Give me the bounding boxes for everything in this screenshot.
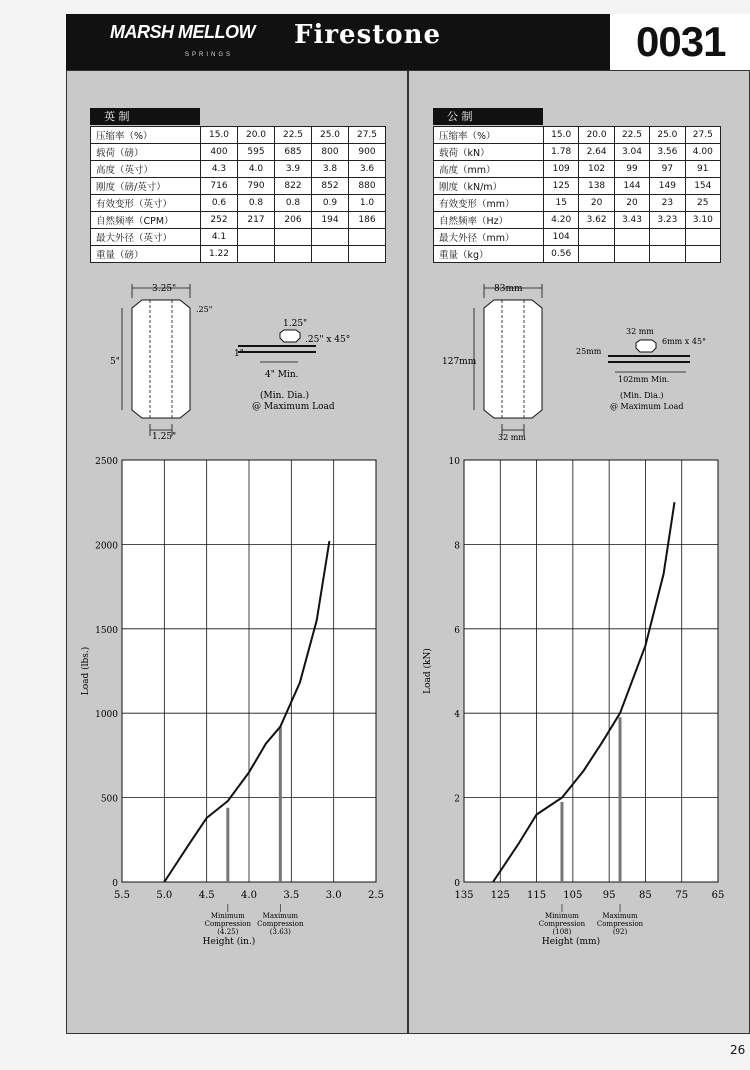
table-cell: 91: [685, 161, 720, 178]
x-tick-label: 65: [711, 890, 725, 901]
table-cell: 109: [544, 161, 579, 178]
table-row: [434, 144, 721, 161]
table-cell: 3.56: [650, 144, 685, 161]
metric-dimension-diagram: [440, 278, 730, 448]
table-cell: 102: [579, 161, 614, 178]
x-tick-label: 5.5: [114, 890, 130, 901]
y-tick-label: 10: [448, 457, 460, 467]
metric-cap-dim: 32 mm: [626, 327, 654, 336]
table-cell: 20.0: [579, 127, 614, 144]
table-cell: 3.23: [650, 212, 685, 229]
x-tick-label: 4.0: [241, 890, 257, 901]
table-cell: 25.0: [650, 127, 685, 144]
row-label: 有效变形（英寸）: [91, 195, 201, 212]
y-axis-label: Load (kN): [423, 648, 433, 694]
metric-spec-table: [433, 126, 721, 263]
row-label: 最大外径（mm）: [434, 229, 544, 246]
table-cell: 186: [349, 212, 386, 229]
metric-load-chart: [408, 450, 750, 960]
marker-value: (108): [552, 928, 572, 936]
y-tick-label: 6: [454, 625, 460, 636]
table-cell: 25: [685, 195, 720, 212]
marker-label: Compression: [257, 920, 304, 928]
row-label: 压缩率（%）: [434, 127, 544, 144]
table-cell: 194: [312, 212, 349, 229]
x-tick-label: 115: [527, 890, 547, 901]
y-tick-label: 2000: [95, 541, 118, 552]
table-row: [434, 127, 721, 144]
table-cell: [349, 246, 386, 263]
table-row: [434, 195, 721, 212]
table-row: [91, 178, 386, 195]
table-cell: 22.5: [614, 127, 649, 144]
x-tick-label: 135: [454, 890, 474, 901]
marker-label: Compression: [538, 920, 586, 928]
table-row: [91, 212, 386, 229]
metric-cap-height: 25mm: [576, 347, 602, 356]
table-cell: 125: [544, 178, 579, 195]
table-cell: [275, 229, 312, 246]
x-tick-label: 2.5: [368, 890, 384, 901]
table-cell: 138: [579, 178, 614, 195]
table-cell: 0.8: [238, 195, 275, 212]
table-cell: 3.6: [349, 161, 386, 178]
imperial-spec-table: [90, 126, 386, 263]
table-cell: 20: [614, 195, 649, 212]
table-cell: [349, 229, 386, 246]
table-cell: 3.62: [579, 212, 614, 229]
table-cell: [650, 246, 685, 263]
table-cell: [312, 229, 349, 246]
x-tick-label: 105: [563, 890, 583, 901]
row-label: 刚度（磅/英寸）: [91, 178, 201, 195]
row-label: 自然频率（Hz）: [434, 212, 544, 229]
page-number: 26: [730, 1043, 746, 1057]
imperial-dimension-diagram: [100, 278, 360, 448]
imperial-tab: 英 制: [90, 108, 200, 125]
x-tick-label: 5.0: [156, 890, 173, 901]
table-cell: [579, 229, 614, 246]
table-cell: 252: [201, 212, 238, 229]
table-cell: 97: [650, 161, 685, 178]
table-cell: 104: [544, 229, 579, 246]
row-label: 自然频率（CPM）: [91, 212, 201, 229]
y-tick-label: 8: [454, 541, 460, 552]
marker-label: Compression: [596, 920, 644, 928]
x-tick-label: 3.5: [283, 890, 300, 901]
marsh-mellow-logo-sub: SPRINGS: [185, 52, 234, 58]
table-row: [434, 229, 721, 246]
marker-value: (4.25): [217, 928, 239, 936]
table-cell: 1.0: [349, 195, 386, 212]
table-cell: 20: [579, 195, 614, 212]
metric-plate-dim: 102mm Min.: [618, 375, 670, 384]
imperial-plate-dim: 4" Min.: [265, 370, 299, 380]
row-label: 重量（磅）: [91, 246, 201, 263]
firestone-logo: Firestone: [294, 20, 442, 50]
imperial-side-chamfer: .25": [196, 305, 213, 314]
metric-chamfer-note: 6mm x 45°: [662, 337, 707, 346]
product-code: 0031: [636, 18, 726, 65]
y-tick-label: 4: [454, 710, 460, 721]
y-tick-label: 1500: [95, 625, 118, 636]
table-cell: 22.5: [275, 127, 312, 144]
row-label: 最大外径（英寸）: [91, 229, 201, 246]
table-cell: 154: [685, 178, 720, 195]
table-cell: [275, 246, 312, 263]
table-cell: 900: [349, 144, 386, 161]
table-cell: 3.04: [614, 144, 649, 161]
table-cell: 27.5: [685, 127, 720, 144]
x-tick-label: 3.0: [325, 890, 342, 901]
row-label: 刚度（kN/m）: [434, 178, 544, 195]
table-row: [434, 161, 721, 178]
table-cell: 0.56: [544, 246, 579, 263]
row-label: 高度（mm）: [434, 161, 544, 178]
table-cell: 0.9: [312, 195, 349, 212]
marker-label: Minimum: [210, 912, 245, 920]
imperial-chamfer-note: .25" x 45°: [305, 335, 351, 345]
metric-tab: 公 制: [433, 108, 543, 125]
table-cell: 25.0: [312, 127, 349, 144]
y-tick-label: 1000: [95, 710, 118, 721]
imperial-height-dim: 5": [110, 357, 120, 367]
table-cell: 206: [275, 212, 312, 229]
table-cell: 4.0: [238, 161, 275, 178]
table-row: [91, 195, 386, 212]
metric-note2: @ Maximum Load: [610, 402, 684, 411]
spring-outline: [132, 300, 190, 418]
y-tick-label: 2: [454, 794, 460, 805]
x-tick-label: 95: [602, 890, 616, 901]
imperial-bottom-dim: 1.25": [152, 432, 177, 442]
row-label: 高度（英寸）: [91, 161, 201, 178]
table-cell: [614, 246, 649, 263]
imperial-top-dim: 3.25": [152, 284, 177, 294]
table-row: [91, 127, 386, 144]
table-cell: 685: [275, 144, 312, 161]
table-cell: 3.43: [614, 212, 649, 229]
table-cell: [579, 246, 614, 263]
row-label: 有效变形（mm）: [434, 195, 544, 212]
metric-height-dim: 127mm: [442, 357, 477, 367]
x-tick-label: 4.5: [198, 890, 215, 901]
row-label: 压缩率（%）: [91, 127, 201, 144]
table-row: [91, 161, 386, 178]
row-label: 载荷（磅）: [91, 144, 201, 161]
table-cell: 4.3: [201, 161, 238, 178]
y-tick-label: 2500: [95, 457, 118, 467]
table-row: [434, 246, 721, 263]
table-cell: [238, 229, 275, 246]
y-tick-label: 0: [454, 879, 460, 889]
table-cell: 4.1: [201, 229, 238, 246]
y-axis-label: Load (lbs.): [81, 646, 91, 696]
table-cell: 2.64: [579, 144, 614, 161]
marker-label: Maximum: [602, 912, 638, 920]
marker-value: (92): [612, 928, 628, 936]
table-cell: 20.0: [238, 127, 275, 144]
table-row: [434, 178, 721, 195]
table-cell: 800: [312, 144, 349, 161]
table-cell: 27.5: [349, 127, 386, 144]
table-cell: [650, 229, 685, 246]
table-cell: 400: [201, 144, 238, 161]
imperial-note1: (Min. Dia.): [260, 391, 309, 401]
imperial-note2: @ Maximum Load: [252, 402, 335, 412]
plot-area: [464, 460, 718, 882]
table-cell: [685, 229, 720, 246]
table-cell: 1.22: [201, 246, 238, 263]
marker-label: Compression: [204, 920, 251, 928]
table-cell: 0.8: [275, 195, 312, 212]
marker-value: (3.63): [269, 928, 291, 936]
table-cell: 4.00: [685, 144, 720, 161]
table-cell: 3.9: [275, 161, 312, 178]
x-tick-label: 125: [490, 890, 510, 901]
table-cell: 23: [650, 195, 685, 212]
imperial-cap-height: 1": [234, 349, 244, 359]
table-cell: 790: [238, 178, 275, 195]
table-cell: 149: [650, 178, 685, 195]
marker-label: Minimum: [545, 912, 579, 920]
row-label: 重量（kg）: [434, 246, 544, 263]
table-cell: [312, 246, 349, 263]
x-tick-label: 75: [675, 890, 689, 901]
y-tick-label: 500: [100, 794, 118, 805]
x-axis-label: Height (in.): [202, 937, 256, 947]
table-cell: 3.8: [312, 161, 349, 178]
table-cell: [614, 229, 649, 246]
table-cell: 0.6: [201, 195, 238, 212]
table-cell: 15.0: [201, 127, 238, 144]
imperial-cap-dim: 1.25": [283, 319, 308, 329]
table-row: [434, 212, 721, 229]
table-cell: 852: [312, 178, 349, 195]
table-row: [91, 144, 386, 161]
table-cell: 217: [238, 212, 275, 229]
table-cell: 822: [275, 178, 312, 195]
metric-bottom-dim: 32 mm: [498, 433, 526, 442]
x-tick-label: 85: [639, 890, 652, 901]
table-row: [91, 229, 386, 246]
metric-note1: (Min. Dia.): [620, 391, 664, 400]
table-cell: 880: [349, 178, 386, 195]
marsh-mellow-logo: MARSH MELLOW: [110, 22, 255, 42]
x-axis-label: Height (mm): [541, 937, 601, 947]
table-cell: [238, 246, 275, 263]
table-cell: 144: [614, 178, 649, 195]
table-cell: 595: [238, 144, 275, 161]
table-cell: 99: [614, 161, 649, 178]
table-cell: 1.78: [544, 144, 579, 161]
table-cell: 716: [201, 178, 238, 195]
table-cell: 15.0: [544, 127, 579, 144]
y-tick-label: 0: [112, 879, 118, 889]
imperial-load-chart: [66, 450, 408, 960]
metric-top-dim: 83mm: [494, 284, 523, 294]
spring-outline: [484, 300, 542, 418]
table-row: [91, 246, 386, 263]
table-cell: 3.10: [685, 212, 720, 229]
table-cell: [685, 246, 720, 263]
table-cell: 15: [544, 195, 579, 212]
row-label: 载荷（kN）: [434, 144, 544, 161]
marker-label: Maximum: [262, 912, 298, 920]
table-cell: 4.20: [544, 212, 579, 229]
